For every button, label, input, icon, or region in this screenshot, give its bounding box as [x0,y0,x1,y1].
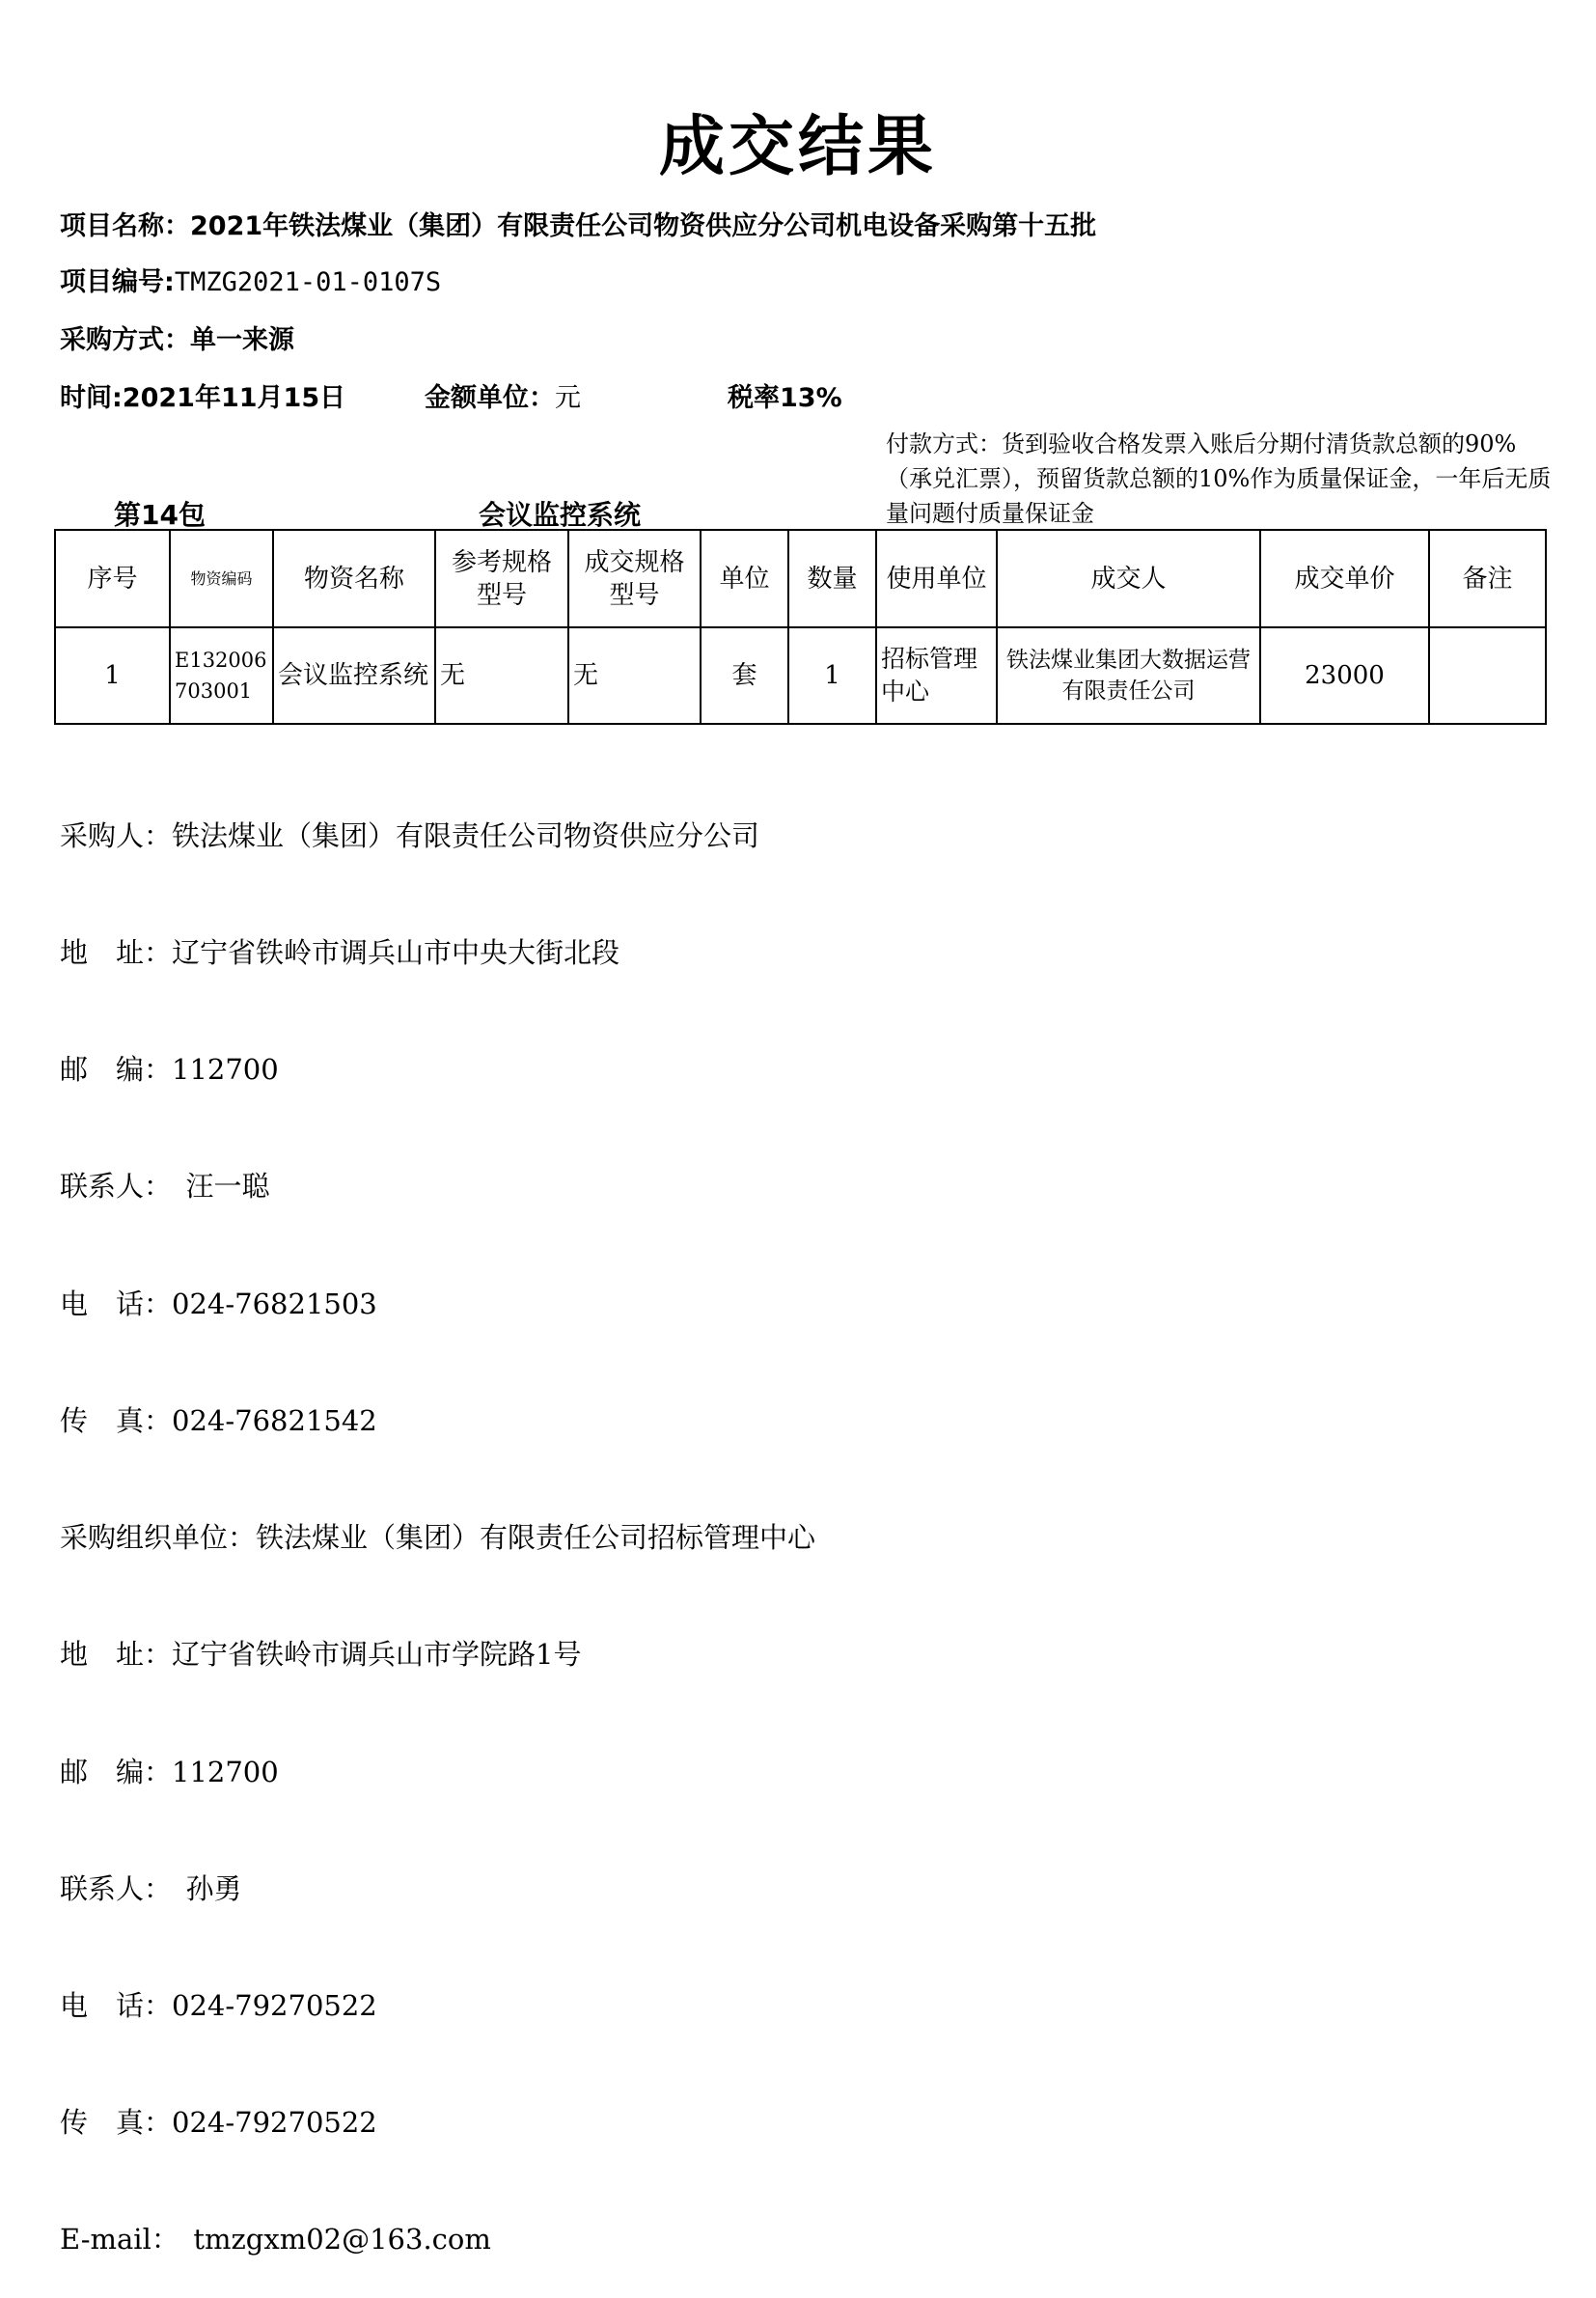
header-winner: 成交人 [997,530,1260,627]
time-line [60,376,345,414]
cell-material-code: E132006703001 [170,627,273,724]
cell-index: 1 [55,627,170,724]
header-reference-spec: 参考规格型号 [435,530,568,627]
project-name-label: 项目名称： [60,211,190,241]
table-header-row [55,530,1546,627]
procurement-method-value: 单一来源 [190,325,294,355]
project-name-line [60,205,1096,242]
header-material-code: 物资编码 [170,530,273,627]
header-quantity: 数量 [788,530,876,627]
organizer-postcode: 邮 编：112700 [60,1755,279,1788]
purchaser-fax: 传 真：024-76821542 [60,1403,377,1437]
organizer-address: 地 址：辽宁省铁岭市调兵山市学院路1号 [60,1638,582,1672]
cell-reference-spec: 无 [435,627,568,724]
project-name-value: 2021年铁法煤业（集团）有限责任公司物资供应分公司机电设备采购第十五批 [190,211,1097,241]
cell-deal-spec: 无 [568,627,701,724]
purchaser-phone: 电 话：024-76821503 [60,1287,377,1320]
procurement-method-line [60,318,294,356]
cell-unit-price: 23000 [1260,627,1429,724]
organizer-email: E-mail： tmzgxm02@163.com [60,2223,491,2256]
cell-material-name: 会议监控系统 [273,627,435,724]
project-code-line [60,261,441,298]
header-deal-spec: 成交规格型号 [568,530,701,627]
purchaser-address: 地 址：辽宁省铁岭市调兵山市中央大街北段 [60,936,620,970]
purchaser-line: 采购人：铁法煤业（集团）有限责任公司物资供应分公司 [60,818,760,852]
cell-user-unit: 招标管理中心 [876,627,997,724]
amount-unit-label: 金额单位： [425,383,555,413]
organizer-contact: 联系人： 孙勇 [60,1871,242,1905]
cell-winner: 铁法煤业集团大数据运营有限责任公司 [997,627,1260,724]
tax-rate: 税率13% [728,383,842,413]
payment-terms: 付款方式：货到验收合格发票入账后分期付清货款总额的90%（承兑汇票），预留货款总额的10%作为质量保证金，一年后无质量问题付质量保证金 [886,430,1552,527]
contact-info [60,738,815,2298]
header-remarks: 备注 [1429,530,1546,627]
project-code-label: 项目编号: [60,267,175,297]
package-number: 第14包 [114,499,206,531]
cell-unit: 套 [701,627,788,724]
amount-unit-line [425,376,581,414]
organizer-line: 采购组织单位：铁法煤业（集团）有限责任公司招标管理中心 [60,1521,816,1555]
organizer-phone: 电 话：024-79270522 [60,1989,377,2022]
table-row [55,627,1546,724]
procurement-method-label: 采购方式： [60,325,190,355]
cell-quantity: 1 [788,627,876,724]
amount-unit-value: 元 [555,383,581,413]
project-code-value: TMZG2021-01-0107S [174,267,442,297]
time-label: 时间: [60,383,123,413]
result-table [54,529,1547,725]
header-unit-price: 成交单价 [1260,530,1429,627]
header-material-name: 物资名称 [273,530,435,627]
page-title: 成交结果 [658,109,937,185]
cell-remarks [1429,627,1546,724]
purchaser-postcode: 邮 编：112700 [60,1053,279,1087]
header-unit: 单位 [701,530,788,627]
package-name: 会议监控系统 [479,499,642,531]
header-index: 序号 [55,530,170,627]
organizer-fax: 传 真：024-79270522 [60,2106,377,2140]
time-value: 2021年11月15日 [122,383,346,413]
purchaser-contact: 联系人： 汪一聪 [60,1170,270,1204]
header-user-unit: 使用单位 [876,530,997,627]
